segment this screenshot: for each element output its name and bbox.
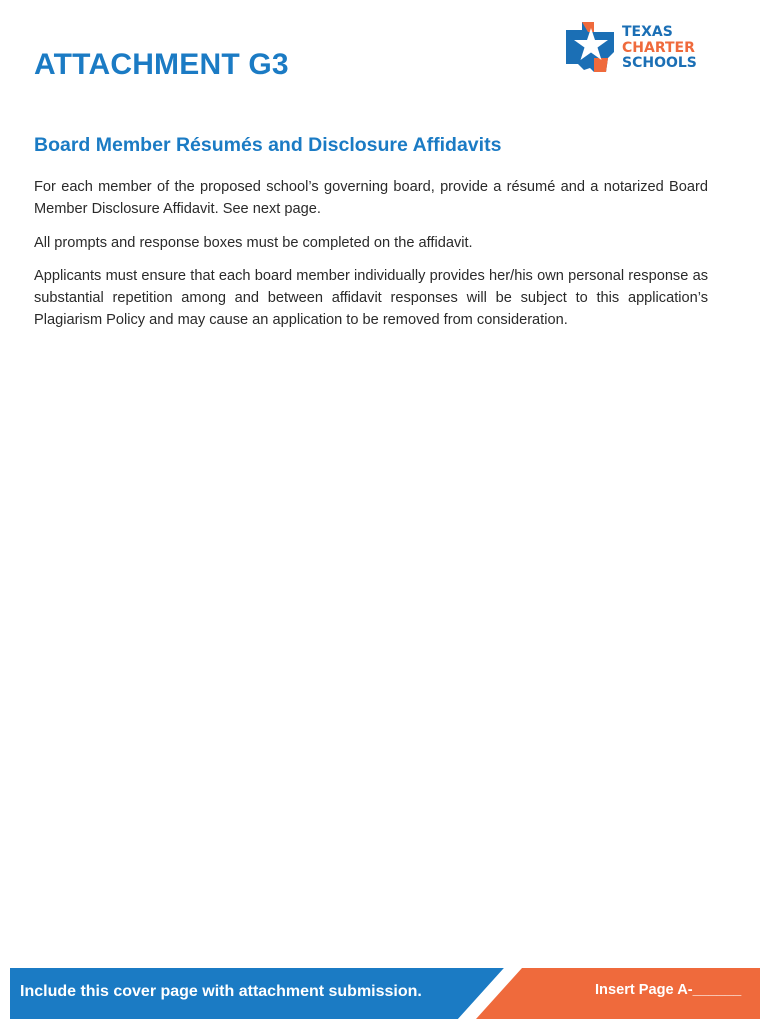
- texas-charter-schools-logo: [564, 18, 714, 76]
- attachment-title: ATTACHMENT G3: [34, 48, 289, 81]
- section-heading: Board Member Résumés and Disclosure Affidavits: [34, 134, 502, 156]
- logo-line-schools: SCHOOLS: [622, 55, 697, 71]
- logo-line-texas: TEXAS: [622, 24, 673, 40]
- footer-submission-note: Include this cover page with attachment submission.: [20, 983, 422, 1000]
- logo-line-charter: CHARTER: [622, 39, 695, 56]
- instruction-paragraph: Applicants must ensure that each board member individually provides her/his own personal response as substantial repetition among and between affidavit responses will be subject to this application’s Plagiarism Policy and may cause an application to be removed from consideration.: [34, 268, 708, 328]
- instruction-paragraph: All prompts and response boxes must be completed on the affidavit.: [34, 235, 473, 251]
- logo-wordmark: [622, 25, 697, 72]
- instruction-paragraph: For each member of the proposed school’s governing board, provide a résumé and a notarized Board Member Disclosure Affidavit. See next page.: [34, 179, 708, 217]
- footer-banner: [10, 968, 760, 1019]
- texas-star-icon: [564, 18, 620, 76]
- footer-insert-page-label: Insert Page A-______: [595, 982, 742, 998]
